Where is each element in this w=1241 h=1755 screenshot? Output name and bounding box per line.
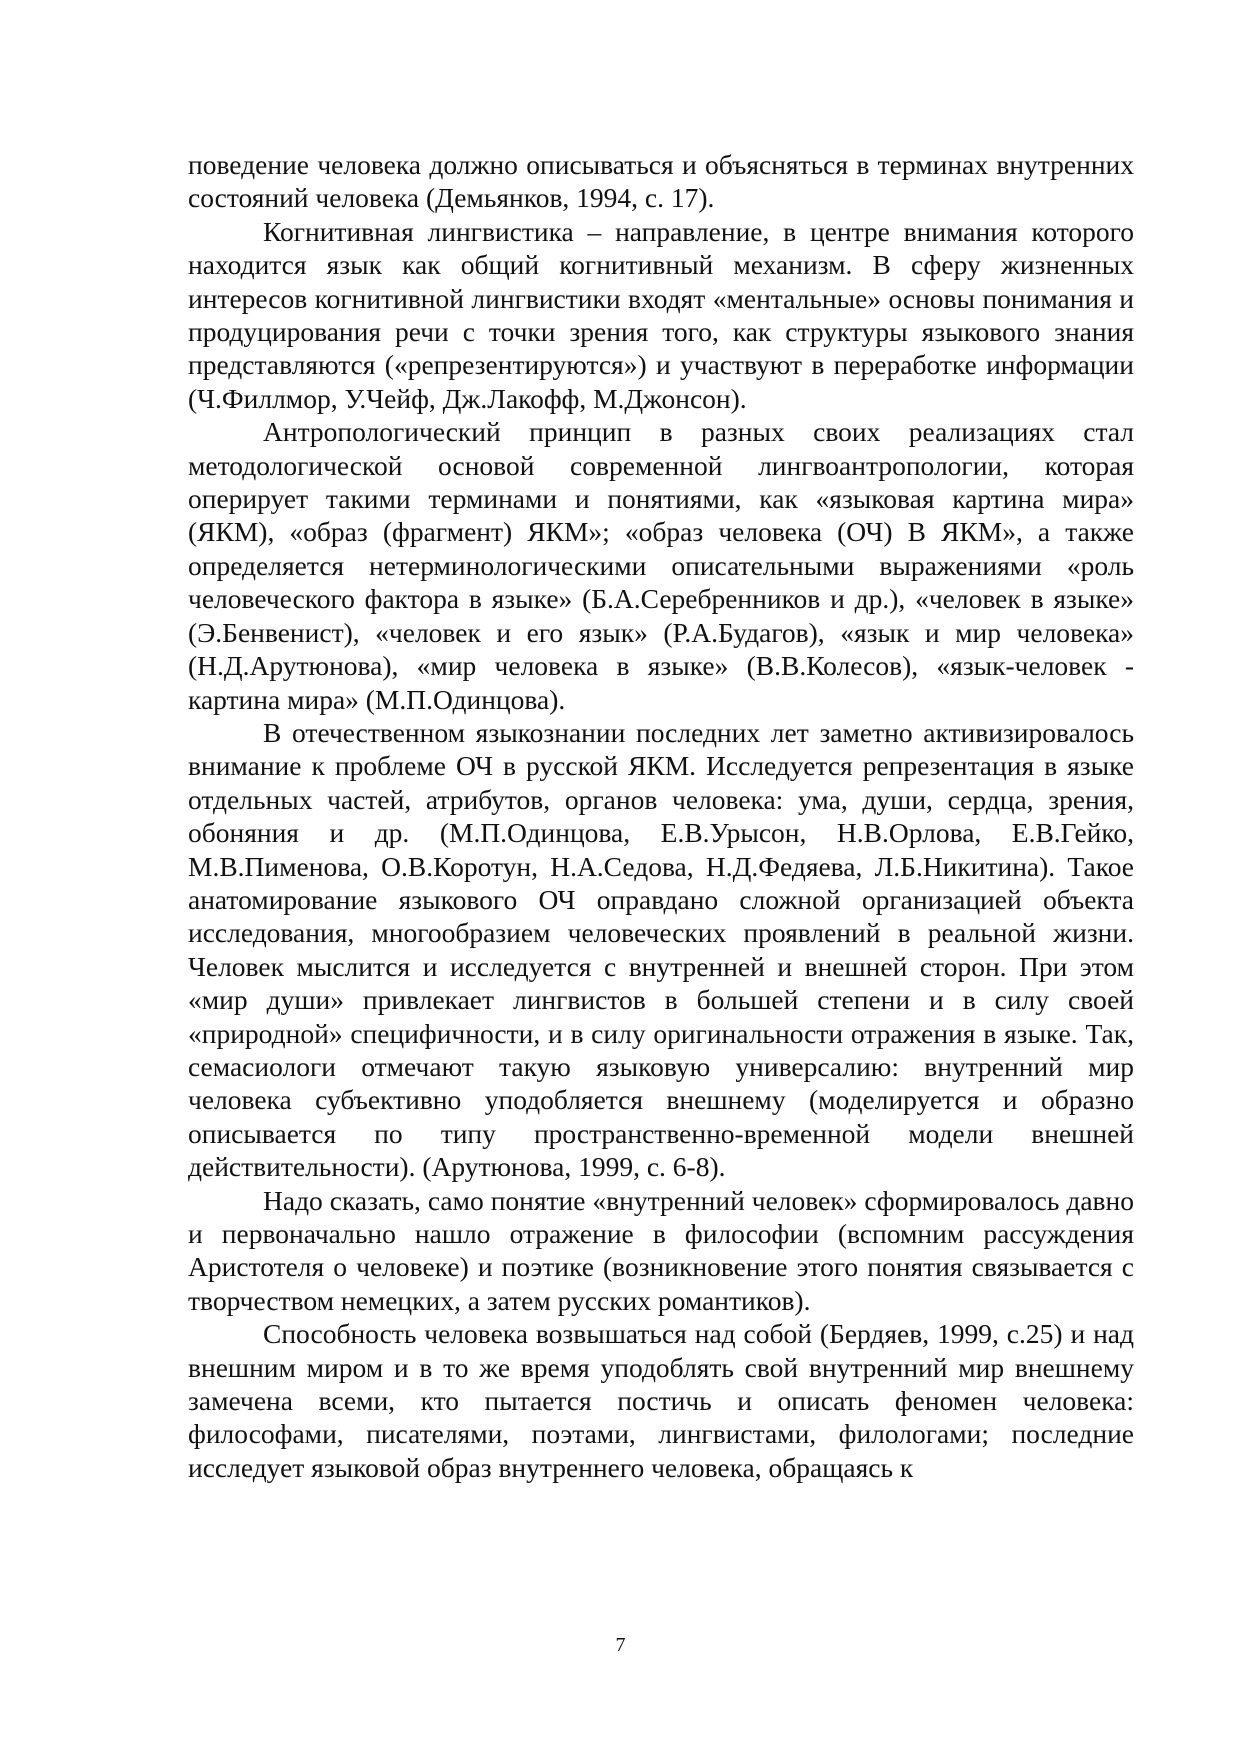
paragraph-continuation: поведение человека должно описываться и объясняться в терминах внутренних состояний человека (Демьянков, 1994, с. 17). xyxy=(188,149,1134,214)
paragraph-cognitive-linguistics: Когнитивная лингвистика – направление, в центре внимания которого находится язык как общий когнитивный механизм. В сферу жизненных интересов когнитивной лингвистики входят «ментальные» основы понимания и продуцирования речи с точки зрения того, как структуры языкового знания представляются («репрезентируются») и участвуют в переработке информации (Ч.Филлмор, У.Чейф, Дж.Лакофф, М.Джонсон). xyxy=(188,215,1134,414)
paragraph-human-ability: Способность человека возвышаться над собой (Бердяев, 1999, с.25) и над внешним миром и в то же время уподоблять свой внутренний мир внешнему замечена всеми, кто пытается постичь и описать феномен человека: философами, писателями, поэтами, лингвистами, филологами; последние исследует языковой образ внутреннего человека, обращаясь к xyxy=(188,1318,1134,1483)
paragraph-domestic-linguistics: В отечественном языкознании последних лет заметно активизировалось внимание к проблеме ОЧ в русской ЯКМ. Исследуется репрезентация в языке отдельных частей, атрибутов, органов человека: ума, души, сердца, зрения, обоняния и др. (М.П.Одинцова, Е.В.Урысон, Н.В.Орлова, Е.В.Гейко, М.В.Пименова, О.В.Коротун, Н.А.Седова, Н.Д.Федяева, Л.Б.Никитина). Такое анатомирование языкового ОЧ оправдано сложной организацией объекта исследования, многообразием человеческих проявлений в реальной жизни. Человек мыслится и исследуется с внутренней и внешней сторон. При этом «мир души» привлекает лингвистов в большей степени и в силу своей «природной» специфичности, и в силу оригинальности отражения в языке. Так, семасиологи отмечают такую языковую универсалию: внутренний мир человека субъективно уподобляется внешнему (моделируется и образно описывается по типу пространственно-временной модели внешней действительности). (Арутюнова, 1999, с. 6-8). xyxy=(188,716,1134,1183)
paragraph-anthropological-principle: Антропологический принцип в разных своих реализациях стал методологической основой современной лингвоантропологии, которая оперирует такими терминами и понятиями, как «языковая картина мира» (ЯКМ), «образ (фрагмент) ЯКМ»; «образ человека (ОЧ) В ЯКМ», а также определяется нетерминологическими описательными выражениями «роль человеческого фактора в языке» (Б.А.Серебренников и др.), «человек в языке» (Э.Бенвенист), «человек и его язык» (Р.А.Будагов), «язык и мир человека» (Н.Д.Арутюнова), «мир человека в языке» (В.В.Колесов), «язык-человек - картина мира» (М.П.Одинцова). xyxy=(188,416,1134,715)
document-body xyxy=(188,148,1134,1484)
paragraph-inner-man-concept: Надо сказать, само понятие «внутренний человек» сформировалось давно и первоначально нашло отражение в философии (вспомним рассуждения Аристотеля о человеке) и поэтике (возникновение этого понятия связывается с творчеством немецких, а затем русских романтиков). xyxy=(188,1184,1134,1316)
page-number: 7 xyxy=(615,1634,626,1656)
